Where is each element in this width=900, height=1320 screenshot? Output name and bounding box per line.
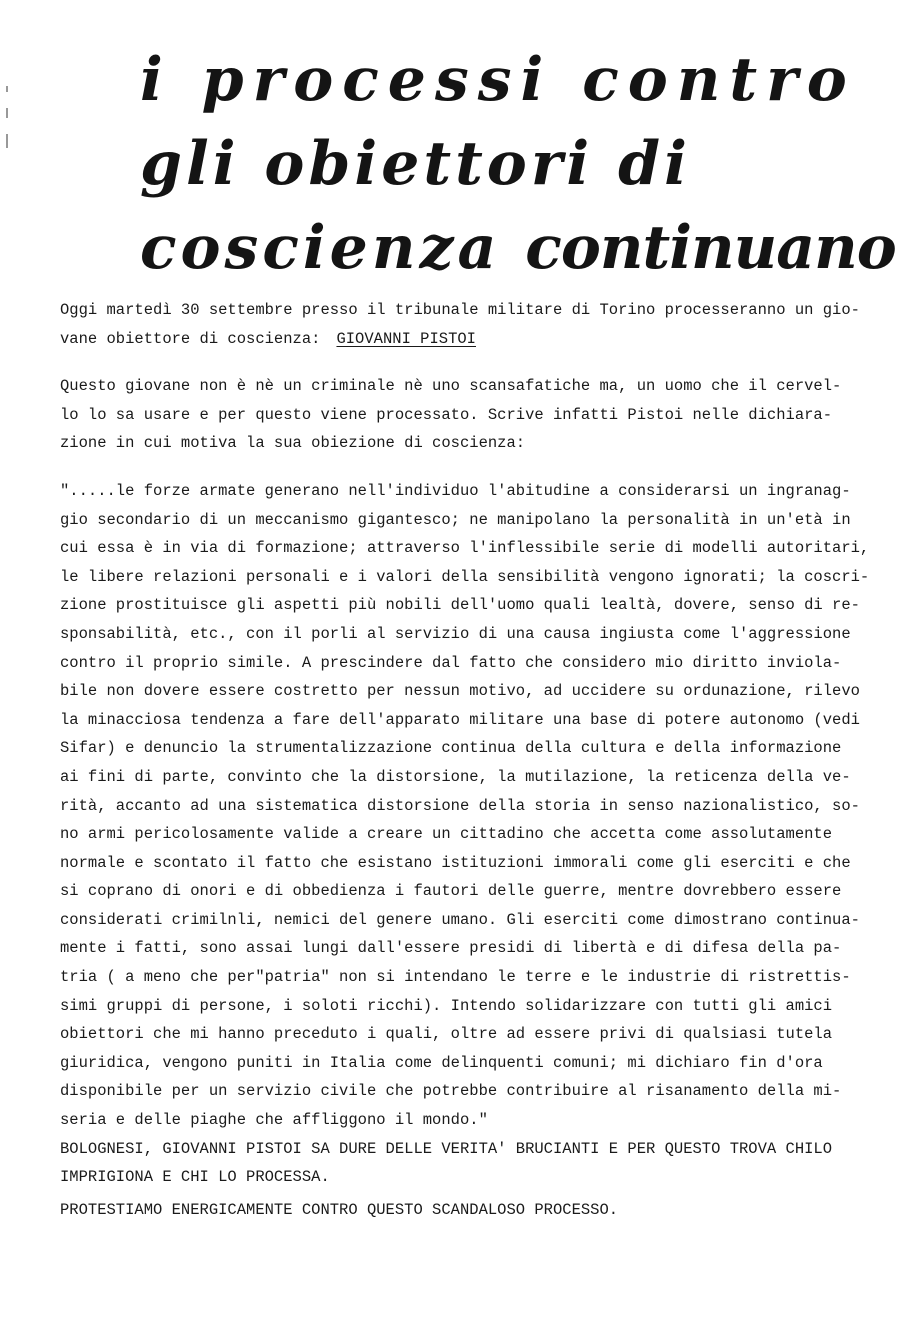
paragraph-line: zione in cui motiva la sua obiezione di coscienza:	[60, 434, 526, 453]
quote-line: bile non dovere essere costretto per nessun motivo, ad uccidere su ordunazione, rilevo	[60, 682, 860, 701]
intro-line-prefix: vane obiettore di coscienza:	[60, 329, 321, 348]
quote-line: disponibile per un servizio civile che potrebbe contribuire al risanamento della mi-	[60, 1082, 842, 1101]
quote-line: seria e delle piaghe che affliggono il mondo."	[60, 1111, 488, 1130]
quote-line: zione prostituisce gli aspetti più nobili dell'uomo quali lealtà, dovere, senso di re-	[60, 596, 860, 615]
intro-paragraph	[60, 296, 860, 353]
headline	[140, 38, 896, 290]
quote-paragraph	[60, 477, 870, 1135]
paragraph-line: lo lo sa usare e per questo viene processato. Scrive infatti Pistoi nelle dichiara-	[60, 405, 833, 424]
margin-marks	[6, 86, 9, 156]
quote-line: ".....le forze armate generano nell'individuo l'abitudine a considerarsi un ingranag-	[60, 481, 851, 500]
quote-line: obiettori che mi hanno preceduto i quali, oltre ad essere privi di qualsiasi tutela	[60, 1025, 833, 1044]
quote-line: gio secondario di un meccanismo gigantesco; ne manipolano la personalità in un'età in	[60, 510, 851, 529]
quote-line: no armi pericolosamente valide a creare un cittadino che accetta come assolutamente	[60, 825, 833, 844]
quote-line: si coprano di onori e di obbedienza i fautori delle guerre, mentre dovrebbero essere	[60, 882, 842, 901]
quote-line: la minacciosa tendenza a fare dell'apparato militare una base di potere autonomo (vedi	[60, 710, 860, 729]
headline-line-3-part-2: continuano	[525, 213, 896, 283]
intro-line	[60, 325, 850, 354]
quote-line: normale e scontato il fatto che esistano istituzioni immorali come gli eserciti e che	[60, 853, 851, 872]
quote-line: simi gruppi di persone, i soloti ricchi). Intendo solidarizzare con tutti gli amici	[60, 996, 833, 1015]
quote-line: giuridica, vengono puniti in Italia come delinquenti comuni; mi dichiaro fin d'ora	[60, 1053, 823, 1072]
closing-line: IMPRIGIONA E CHI LO PROCESSA.	[60, 1168, 330, 1187]
quote-line: considerati crimilnli, nemici del genere umano. Gli eserciti come dimostrano continua-	[60, 910, 860, 929]
closing-paragraph	[60, 1135, 850, 1192]
quote-line: sponsabilità, etc., con il porli al servizio di una causa ingiusta come l'aggressione	[60, 624, 851, 643]
quote-line: le libere relazioni personali e i valori della sensibilità vengono ignorati; la coscri-	[60, 567, 870, 586]
quote-line: mente i fatti, sono assai lungi dall'essere presidi di libertà e di difesa della pa-	[60, 939, 842, 958]
protest-paragraph	[60, 1196, 850, 1225]
closing-line: BOLOGNESI, GIOVANNI PISTOI SA DURE DELLE VERITA' BRUCIANTI E PER QUESTO TROVA CHILO	[60, 1139, 833, 1158]
protest-line: PROTESTIAMO ENERGICAMENTE CONTRO QUESTO SCANDALOSO PROCESSO.	[60, 1200, 619, 1219]
headline-line-3	[140, 206, 896, 290]
description-paragraph	[60, 372, 850, 458]
quote-line: cui essa è in via di formazione; attraverso l'inflessibile serie di modelli autoritari,	[60, 539, 870, 558]
headline-line-1: i processi contro	[140, 45, 856, 115]
document-body	[60, 296, 870, 1224]
quote-line: Sifar) e denuncio la strumentalizzazione continua della cultura e della informazione	[60, 739, 842, 758]
defendant-name: GIOVANNI PISTOI	[336, 329, 476, 348]
quote-line: contro il proprio simile. A prescindere dal fatto che considero mio diritto inviola-	[60, 653, 842, 672]
quote-line: ai fini di parte, convinto che la distorsione, la mutilazione, la reticenza della ve-	[60, 767, 851, 786]
headline-line-3-part-1: coscienza	[140, 213, 526, 283]
intro-line: Oggi martedì 30 settembre presso il tribunale militare di Torino processeranno un gio-	[60, 301, 860, 319]
quote-line: tria ( a meno che per"patria" non si intendano le terre e le industrie di ristrettis-	[60, 968, 851, 987]
paragraph-line: Questo giovane non è nè un criminale nè uno scansafatiche ma, un uomo che il cervel-	[60, 377, 842, 396]
headline-line-2: gli obiettori di	[140, 129, 691, 199]
quote-line: rità, accanto ad una sistematica distorsione della storia in senso nazionalistico, so-	[60, 796, 860, 815]
